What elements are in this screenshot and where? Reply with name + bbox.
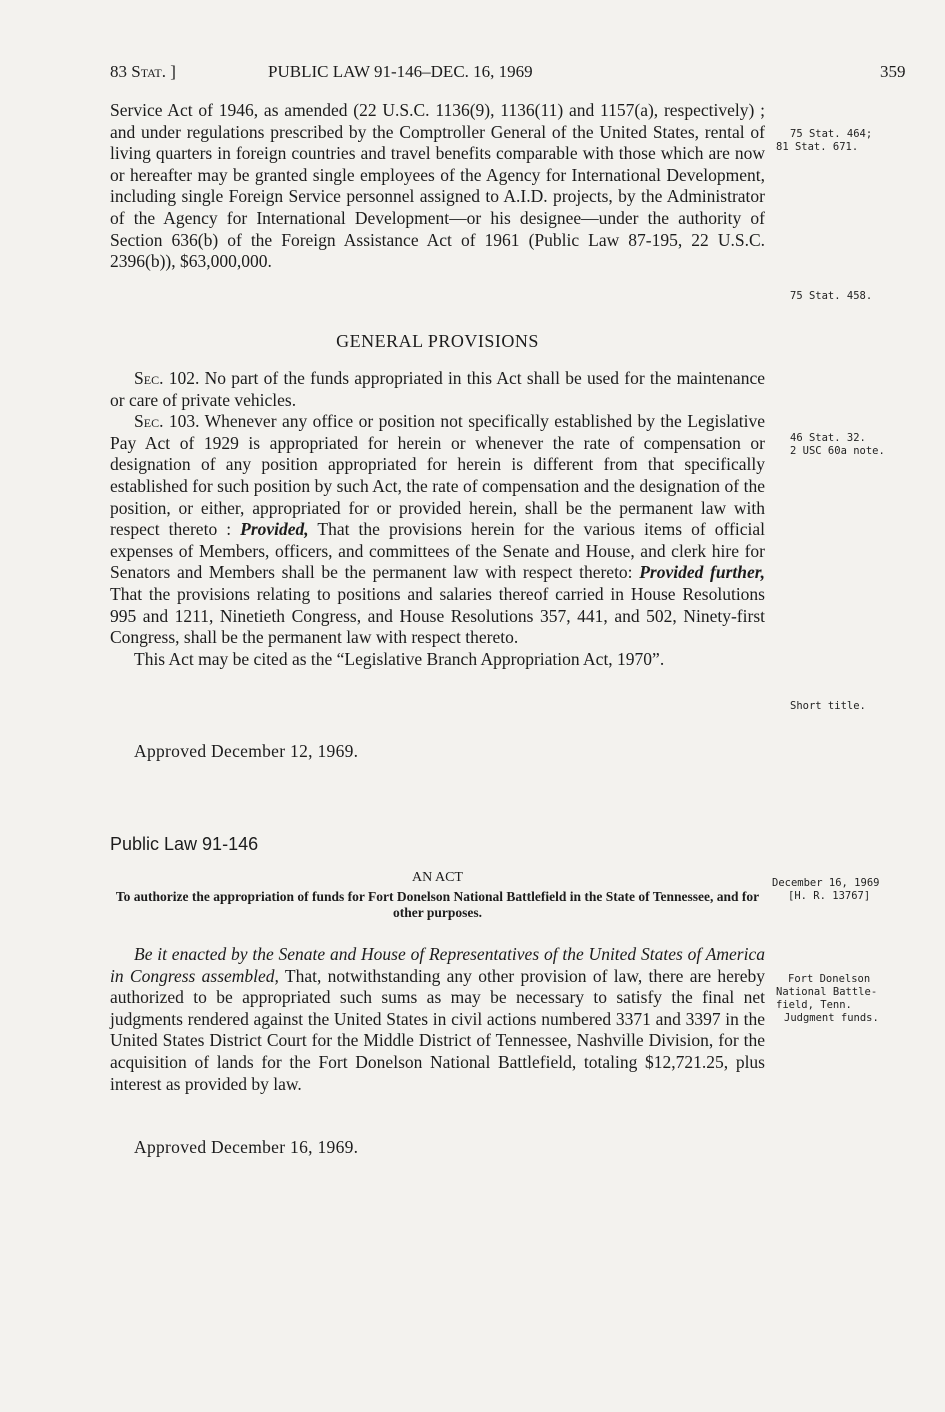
section-103-label: Sec. 103. (134, 411, 200, 432)
approved-date-2: Approved December 16, 1969. (134, 1137, 359, 1157)
margin-note-line: December 16, 1969 (772, 877, 880, 889)
short-title-paragraph: This Act may be cited as the “Legislative Branch Appropriation Act, 1970”. (134, 648, 665, 669)
enacting-clause: Be it enacted by the Senate and House of Representatives of the United States of America in Congress assembled, (110, 944, 765, 986)
section-102 (110, 368, 765, 411)
margin-note-line: field, Tenn. (776, 999, 852, 1011)
public-law-title: Public Law 91-146 (110, 834, 259, 854)
enacting-paragraph (110, 944, 765, 1095)
margin-note-date (772, 877, 917, 903)
section-103 (110, 411, 765, 649)
margin-note-line: 81 Stat. 671. (776, 141, 859, 153)
page-number: 359 (880, 62, 906, 81)
margin-note-line: Judgment funds. (784, 1012, 879, 1024)
margin-note-line: 46 Stat. 32. (790, 432, 866, 444)
margin-note-stat-458: 75 Stat. 458. (790, 290, 873, 302)
provided-further-term: Provided further, (639, 562, 765, 583)
section-102-label: Sec. 102. (134, 368, 200, 388)
section-103-text-b: That the provisions herein for the various items of official expenses of Members, officers, and committees of the Senate and House, and clerk hire for Senators and Members shall be the permanent law with respect thereto: (110, 519, 765, 583)
header-title: PUBLIC LAW 91-146–DEC. 16, 1969 (268, 62, 533, 81)
act-purpose: To authorize the appropriation of funds for Fort Donelson National Battlefield in the State of Tennessee, and for other purposes. (115, 889, 760, 920)
intro-paragraph: Service Act of 1946, as amended (22 U.S.C. 1136(9), 1136(11) and 1157(a), respectively) ; and under regulations prescribed by the Comptroller General of the United States, rental of living quarters in foreign countries and travel benefits comparable with those which are now or hereafter may be granted single employees of the Agency for International Development, including single Foreign Service personnel assigned to A.I.D. projects, by the Administrator of the Agency for International Development—or his designee—under the authority of Section 636(b) of the Foreign Assistance Act of 1961 (Public Law 87-195, 22 U.S.C. 2396(b)), $63,000,000. (110, 100, 765, 272)
margin-note-line: National Battle- (776, 986, 878, 998)
general-provisions-body (110, 368, 765, 670)
header-volume: 83 Stat. ] (110, 62, 176, 81)
margin-note-fort-donelson (776, 973, 911, 1025)
margin-note-stat-464 (776, 128, 911, 154)
public-law-body (110, 944, 765, 1095)
margin-note-short-title: Short title. (790, 700, 866, 712)
act-body-text: That, notwithstanding any other provision of law, there are hereby authorized to be appropriated such sums as may be necessary to satisfy the final net judgments rendered against the United States in civil actions numbered 3371 and 3397 in the United States District Court for the Middle District of Tennessee, Nashville Division, for the acquisition of lands for the Fort Donelson National Battlefield, totaling $12,721.25, plus interest as provided by law. (110, 965, 765, 1094)
approved-date-1: Approved December 12, 1969. (134, 741, 359, 761)
margin-note-line: 75 Stat. 464; (790, 128, 873, 140)
section-103-text-c: That the provisions relating to positions and salaries thereof carried in House Resolutions 995 and 1211, Ninetieth Congress, and House Resolutions 357, 441, and 502, Ninety-first Congress, shall be the permanent law with respect thereto. (110, 583, 765, 648)
margin-note-line: Fort Donelson (788, 973, 871, 985)
general-provisions-heading: GENERAL PROVISIONS (336, 331, 539, 351)
intro-paragraph-block (110, 100, 765, 273)
bleed-through (250, 745, 254, 765)
section-103-text-a: Whenever any office or position not specifically established by the Legislative Pay Act of 1929 is appropriated for herein or whenever the rate of compensation or designation of any position appropriated for herein is different from that specifically established for such position by such Act, the rate of compensation and the designation of the position, or either, appropriated for or provided herein, shall be the permanent law with respect thereto : (110, 411, 765, 540)
margin-note-stat-32 (790, 432, 925, 458)
an-act-label: AN ACT (412, 870, 463, 885)
margin-note-line: [H. R. 13767] (788, 890, 871, 902)
section-102-text: No part of the funds appropriated in this Act shall be used for the maintenance or care of private vehicles. (110, 368, 765, 410)
margin-note-line: 2 USC 60a note. (790, 445, 885, 457)
provided-term: Provided, (240, 519, 309, 540)
